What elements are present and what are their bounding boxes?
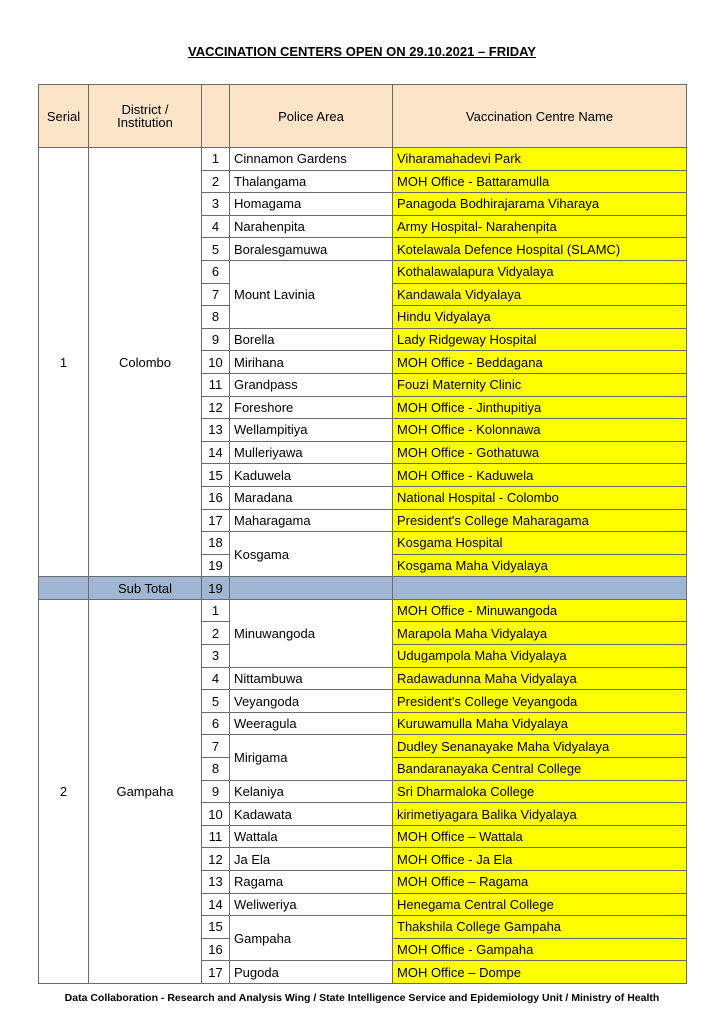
row-number-cell: 7 [202, 735, 230, 758]
row-number-cell: 10 [202, 803, 230, 826]
row-number-cell: 11 [202, 825, 230, 848]
subtotal-value: 19 [202, 577, 230, 600]
centre-name-cell: Dudley Senanayake Maha Vidyalaya [393, 735, 687, 758]
centre-name-cell: Kuruwamulla Maha Vidyalaya [393, 712, 687, 735]
police-area-cell: Thalangama [230, 170, 393, 193]
police-area-cell: Grandpass [230, 373, 393, 396]
centre-name-cell: Kosgama Maha Vidyalaya [393, 554, 687, 577]
centre-name-cell: Army Hospital- Narahenpita [393, 215, 687, 238]
row-number-cell: 14 [202, 441, 230, 464]
row-number-cell: 4 [202, 215, 230, 238]
centre-name-cell: Fouzi Maternity Clinic [393, 373, 687, 396]
centre-name-cell: Kotelawala Defence Hospital (SLAMC) [393, 238, 687, 261]
subtotal-label: Sub Total [89, 577, 202, 600]
subtotal-blank-cell [393, 577, 687, 600]
district-cell: Colombo [89, 148, 202, 577]
centre-name-cell: MOH Office - Minuwangoda [393, 599, 687, 622]
centre-name-cell: MOH Office - Kolonnawa [393, 419, 687, 442]
table-row [39, 148, 687, 171]
police-area-cell: Maradana [230, 486, 393, 509]
police-area-cell: Ragama [230, 871, 393, 894]
centre-name-cell: National Hospital - Colombo [393, 486, 687, 509]
centre-name-cell: Bandaranayaka Central College [393, 758, 687, 781]
row-number-cell: 14 [202, 893, 230, 916]
row-number-cell: 6 [202, 712, 230, 735]
row-number-cell: 7 [202, 283, 230, 306]
police-area-cell: Boralesgamuwa [230, 238, 393, 261]
subtotal-row [39, 577, 687, 600]
serial-cell: 1 [39, 148, 89, 577]
police-area-cell: Kadawata [230, 803, 393, 826]
row-number-cell: 11 [202, 373, 230, 396]
row-number-cell: 3 [202, 645, 230, 668]
row-number-cell: 16 [202, 486, 230, 509]
police-area-cell: Pugoda [230, 961, 393, 984]
police-area-cell: Narahenpita [230, 215, 393, 238]
centre-name-cell: Lady Ridgeway Hospital [393, 328, 687, 351]
row-number-cell: 8 [202, 758, 230, 781]
police-area-cell: Maharagama [230, 509, 393, 532]
centre-name-cell: Panagoda Bodhirajarama Viharaya [393, 193, 687, 216]
subtotal-blank-cell [39, 577, 89, 600]
row-number-cell: 3 [202, 193, 230, 216]
row-number-cell: 2 [202, 622, 230, 645]
police-area-cell: Kaduwela [230, 464, 393, 487]
centre-name-cell: Kosgama Hospital [393, 532, 687, 555]
header-district-line2: Institution [117, 115, 173, 130]
centre-name-cell: kirimetiyagara Balika Vidyalaya [393, 803, 687, 826]
centre-name-cell: MOH Office - Kaduwela [393, 464, 687, 487]
table-header-row [39, 85, 687, 148]
centre-name-cell: MOH Office - Jinthupitiya [393, 396, 687, 419]
serial-cell: 2 [39, 599, 89, 983]
row-number-cell: 17 [202, 509, 230, 532]
police-area-cell: Mirigama [230, 735, 393, 780]
police-area-cell: Weliweriya [230, 893, 393, 916]
centre-name-cell: MOH Office - Beddagana [393, 351, 687, 374]
centre-name-cell: Kandawala Vidyalaya [393, 283, 687, 306]
row-number-cell: 12 [202, 848, 230, 871]
row-number-cell: 1 [202, 148, 230, 171]
police-area-cell: Mulleriyawa [230, 441, 393, 464]
row-number-cell: 16 [202, 938, 230, 961]
police-area-cell: Ja Ela [230, 848, 393, 871]
centre-name-cell: Sri Dharmaloka College [393, 780, 687, 803]
police-area-cell: Cinnamon Gardens [230, 148, 393, 171]
centre-name-cell: Henegama Central College [393, 893, 687, 916]
police-area-cell: Gampaha [230, 916, 393, 961]
row-number-cell: 10 [202, 351, 230, 374]
footer-credit: Data Collaboration - Research and Analysis Wing / State Intelligence Service and Epidemiology Unit / Ministry of Health [64, 992, 660, 1004]
police-area-cell: Wellampitiya [230, 419, 393, 442]
row-number-cell: 8 [202, 306, 230, 329]
subtotal-blank-cell [230, 577, 393, 600]
row-number-cell: 1 [202, 599, 230, 622]
police-area-cell: Mirihana [230, 351, 393, 374]
row-number-cell: 18 [202, 532, 230, 555]
police-area-cell: Homagama [230, 193, 393, 216]
centre-name-cell: Marapola Maha Vidyalaya [393, 622, 687, 645]
row-number-cell: 13 [202, 871, 230, 894]
police-area-cell: Nittambuwa [230, 667, 393, 690]
centre-name-cell: MOH Office – Wattala [393, 825, 687, 848]
row-number-cell: 4 [202, 667, 230, 690]
centre-name-cell: MOH Office - Battaramulla [393, 170, 687, 193]
header-district [89, 85, 202, 148]
row-number-cell: 12 [202, 396, 230, 419]
centre-name-cell: Udugampola Maha Vidyalaya [393, 645, 687, 668]
district-cell: Gampaha [89, 599, 202, 983]
police-area-cell: Kelaniya [230, 780, 393, 803]
row-number-cell: 6 [202, 260, 230, 283]
table-body [39, 148, 687, 984]
page-title: VACCINATION CENTERS OPEN ON 29.10.2021 – FRIDAY [188, 44, 536, 59]
row-number-cell: 9 [202, 780, 230, 803]
row-number-cell: 17 [202, 961, 230, 984]
police-area-cell: Foreshore [230, 396, 393, 419]
centre-name-cell: Thakshila College Gampaha [393, 916, 687, 939]
row-number-cell: 15 [202, 916, 230, 939]
police-area-cell: Veyangoda [230, 690, 393, 713]
header-police-area: Police Area [230, 85, 393, 148]
row-number-cell: 9 [202, 328, 230, 351]
centre-name-cell: MOH Office - Gothatuwa [393, 441, 687, 464]
police-area-cell: Wattala [230, 825, 393, 848]
police-area-cell: Kosgama [230, 532, 393, 577]
police-area-cell: Mount Lavinia [230, 260, 393, 328]
header-number [202, 85, 230, 148]
centre-name-cell: Kothalawalapura Vidyalaya [393, 260, 687, 283]
header-district-line1: District / [121, 102, 169, 117]
centre-name-cell: Hindu Vidyalaya [393, 306, 687, 329]
row-number-cell: 5 [202, 238, 230, 261]
row-number-cell: 19 [202, 554, 230, 577]
row-number-cell: 15 [202, 464, 230, 487]
centre-name-cell: President's College Veyangoda [393, 690, 687, 713]
row-number-cell: 2 [202, 170, 230, 193]
vaccination-centers-table [38, 84, 687, 984]
centre-name-cell: President's College Maharagama [393, 509, 687, 532]
police-area-cell: Weeragula [230, 712, 393, 735]
centre-name-cell: Viharamahadevi Park [393, 148, 687, 171]
centre-name-cell: Radawadunna Maha Vidyalaya [393, 667, 687, 690]
header-centre-name: Vaccination Centre Name [393, 85, 687, 148]
centre-name-cell: MOH Office - Gampaha [393, 938, 687, 961]
centre-name-cell: MOH Office – Ragama [393, 871, 687, 894]
row-number-cell: 5 [202, 690, 230, 713]
row-number-cell: 13 [202, 419, 230, 442]
centre-name-cell: MOH Office - Ja Ela [393, 848, 687, 871]
police-area-cell: Borella [230, 328, 393, 351]
police-area-cell: Minuwangoda [230, 599, 393, 667]
centre-name-cell: MOH Office – Dompe [393, 961, 687, 984]
table-row [39, 599, 687, 622]
header-serial: Serial [39, 85, 89, 148]
